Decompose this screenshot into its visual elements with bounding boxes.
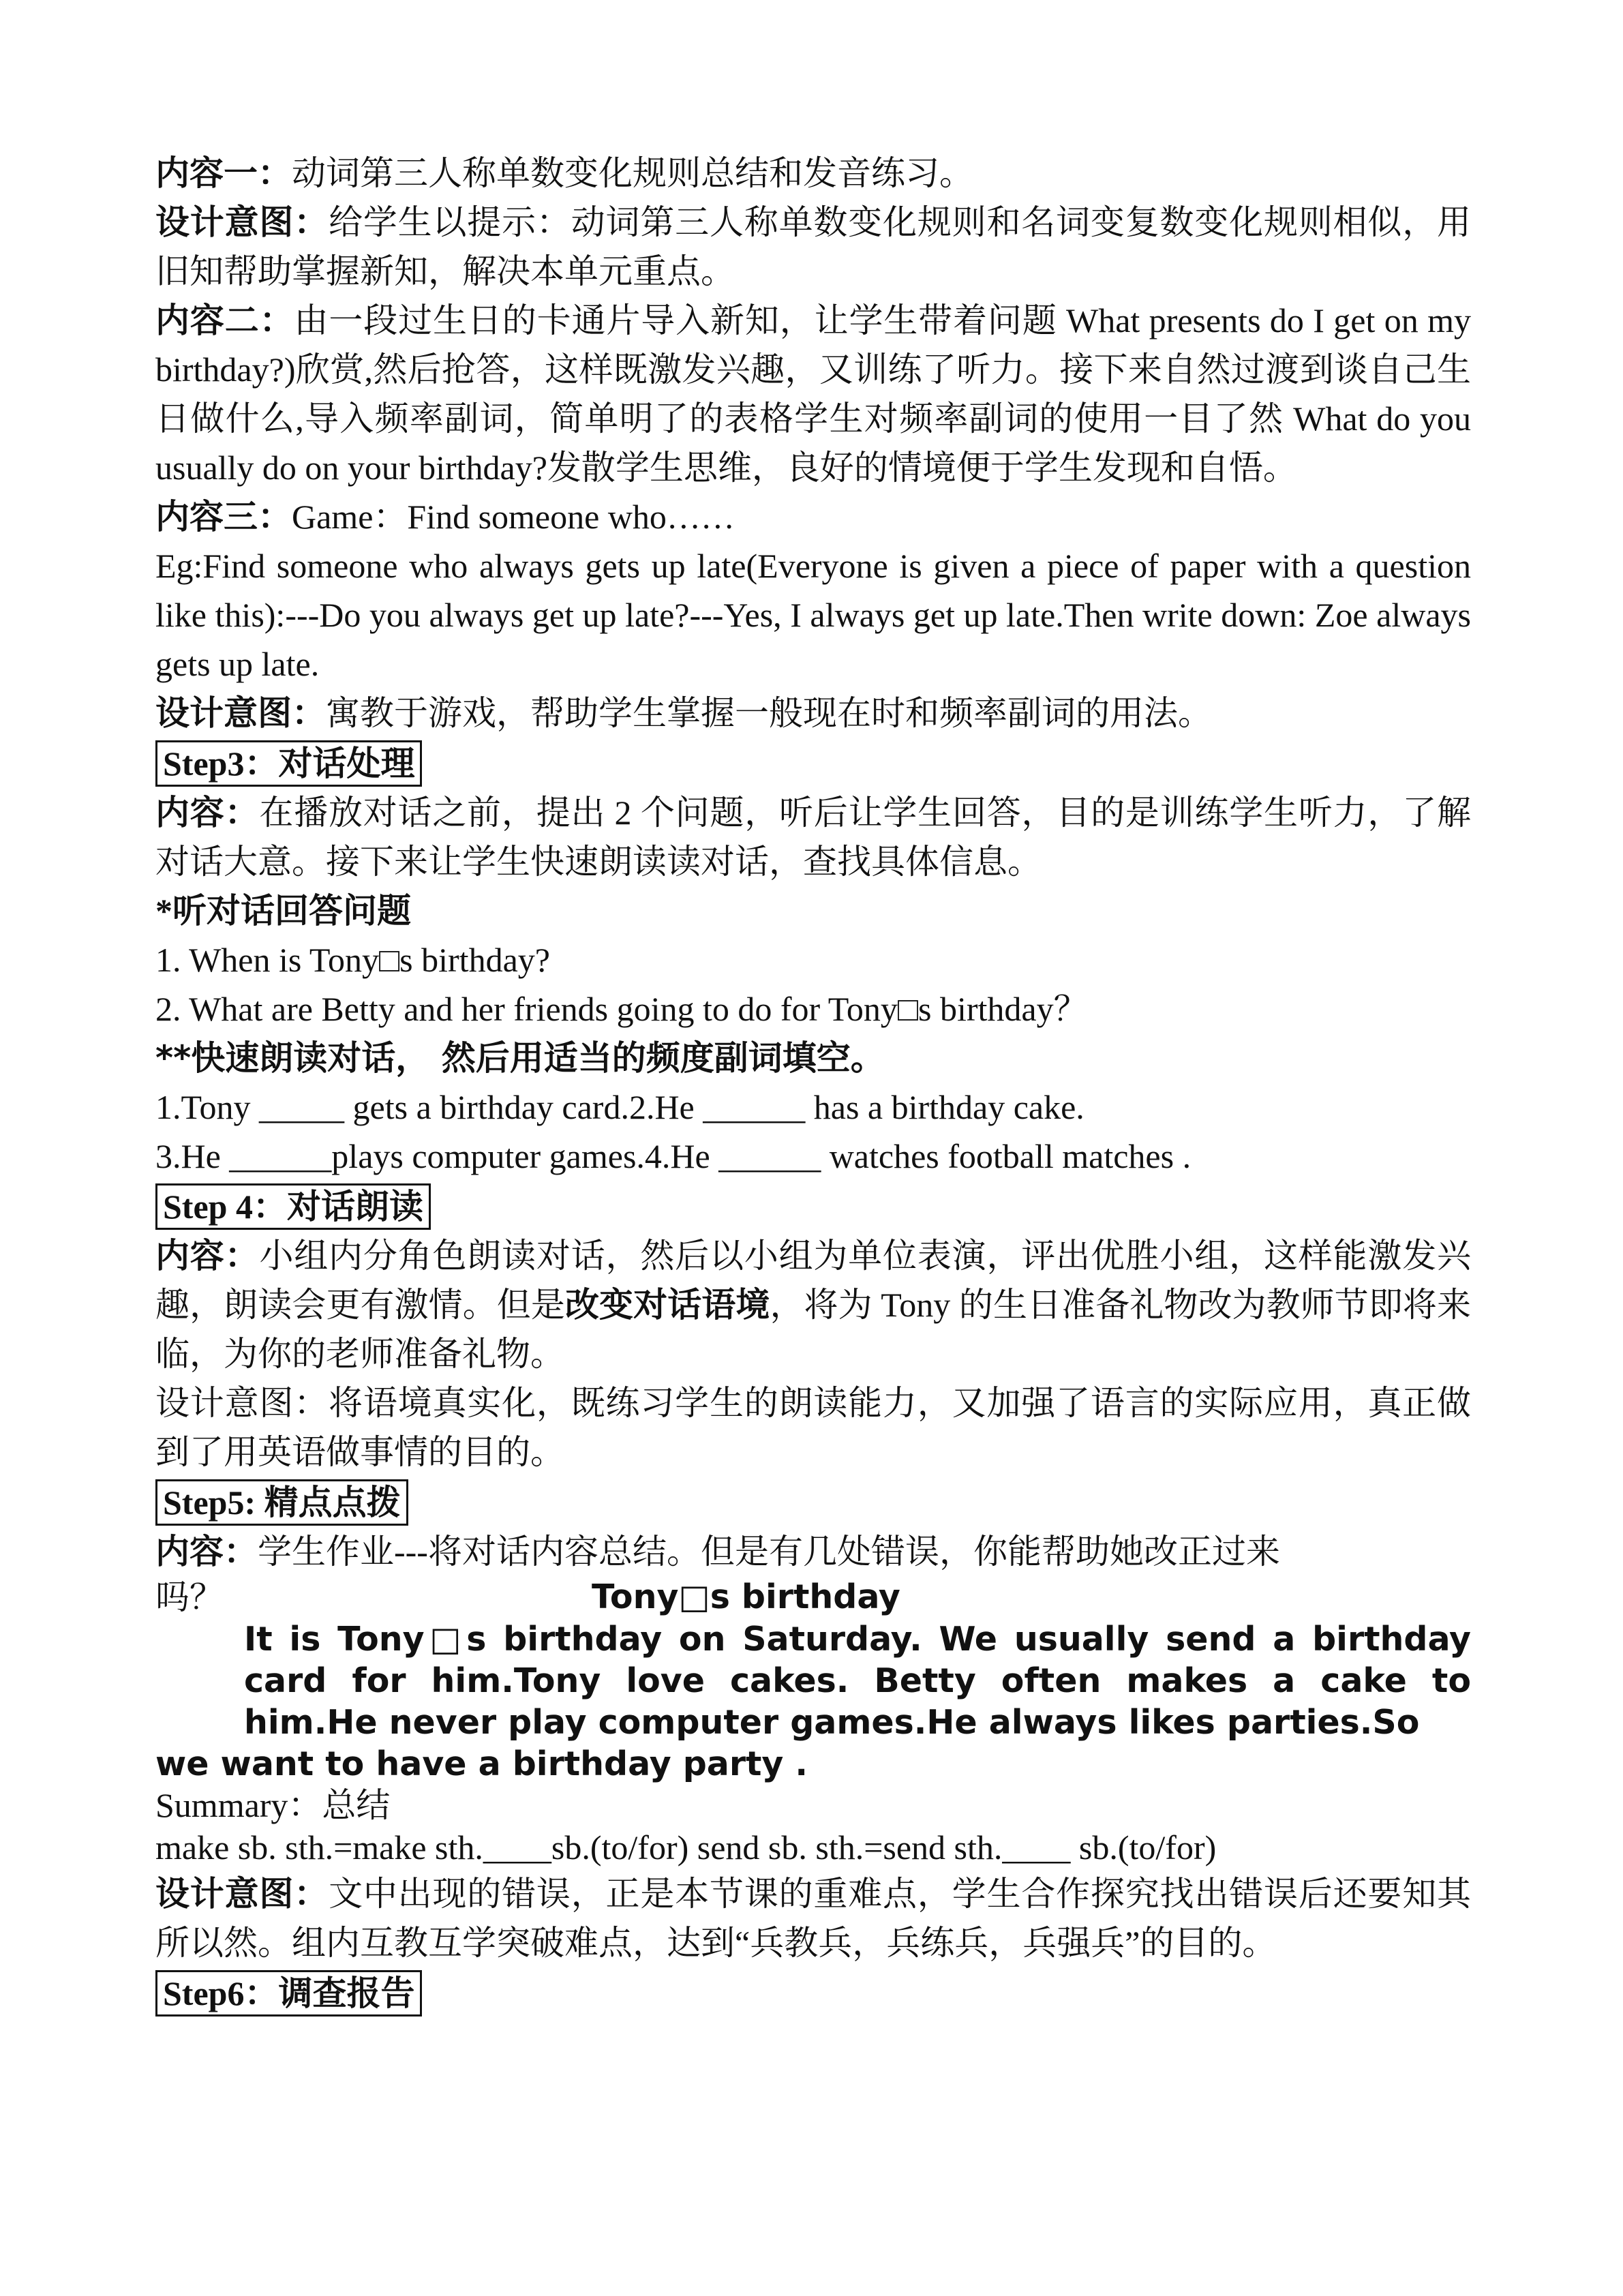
step3-fill-line-1: 1.Tony _____ gets a birthday card.2.He ______ has a birthday cake.	[155, 1088, 1084, 1126]
step3-heading: Step3：对话处理	[155, 740, 422, 787]
content-one-label: 内容一：	[155, 154, 292, 192]
step6-heading: Step6：调查报告	[155, 1970, 422, 2016]
step4-content-emphasis: 改变对话语境	[564, 1285, 770, 1325]
content-two	[155, 296, 1471, 492]
story-paragraph: It is Tony□s birthday on Saturday. We usually send a birthday card for him.Tony love cakes. Betty often makes a cake to him.He never play computer games.He always likes parties.So	[244, 1620, 1471, 1742]
step5-design-text: 文中出现的错误，正是本节课的重难点，学生合作探究找出错误后还要知其所以然。组内互教互学突破难点，达到“兵教兵，兵练兵，兵强兵”的目的。	[155, 1875, 1472, 1962]
step3-content-label: 内容：	[155, 794, 260, 832]
step4-content-label: 内容：	[155, 1237, 260, 1275]
design-intent-three	[155, 689, 1471, 738]
content-three	[155, 492, 1471, 541]
step5-content	[155, 1527, 1471, 1576]
step5-content-tail: 吗？	[155, 1578, 224, 1616]
step5-design-intent	[155, 1869, 1471, 1967]
step4-content-text-b: ，将为 Tony 的生日准备礼物改为教师节即将来临，为你的老师准备礼物。	[155, 1286, 1471, 1373]
content-one-text: 动词第三人称单数变化规则总结和发音练习。	[292, 154, 973, 192]
step3-content	[155, 788, 1471, 886]
summary-rule: make sb. sth.=make sth.____sb.(to/for) send sb. sth.=send sth.____ sb.(to/for)	[155, 1828, 1217, 1867]
step3-question-heading: *听对话回答问题	[155, 892, 411, 930]
document-page	[155, 149, 1471, 2018]
step5-content-text: 学生作业---将对话内容总结。但是有几处错误，你能帮助她改正过来	[258, 1532, 1280, 1571]
step4-heading: Step 4：对话朗读	[155, 1183, 431, 1230]
content-three-example: Eg:Find someone who always gets up late(Everyone is given a piece of paper with a question like this):---Do you always get up late?---Yes, I always get up late.Then write down: Zoe always gets up late.	[155, 547, 1471, 683]
step4-content-text-a: 小组内分角色朗读对话，然后以小组为单位表演，评出优胜小组，这样能激发兴趣，朗读会更有激情。但是	[155, 1237, 1472, 1324]
story-title: Tony□s birthday	[592, 1577, 900, 1616]
content-two-text: 由一段过生日的卡通片导入新知，让学生带着问题 What presents do I get on my birthday?)欣赏,然后抢答，这样既激发兴趣，又训练了听力。接下来自然过渡到谈自己生日做什么,导入频率副词，简单明了的表格学生对频率副词的使用一目了然 What do you usually do on your birthday?发散学生思维，良好的情境便于学生发现和自悟。	[155, 301, 1472, 487]
design-intent-one-label: 设计意图：	[155, 203, 329, 241]
content-three-label: 内容三：	[155, 498, 292, 536]
content-one	[155, 149, 1471, 198]
step3-question-1: 1. When is Tony□s birthday?	[155, 941, 550, 979]
step4-design-intent: 设计意图：将语境真实化，既练习学生的朗读能力，又加强了语言的实际应用，真正做到了用英语做事情的目的。	[155, 1384, 1471, 1471]
content-two-label: 内容二：	[155, 301, 294, 339]
step5-story-title-line	[155, 1576, 1471, 1618]
story-last-line: we want to have a birthday party .	[155, 1744, 808, 1783]
content-three-text: Game：Find someone who……	[292, 498, 735, 536]
step3-fill-heading: **快速朗读对话， 然后用适当的频度副词填空。	[155, 1038, 885, 1078]
step3-fill-line-2: 3.He ______plays computer games.4.He ______ watches football matches .	[155, 1137, 1192, 1175]
summary-heading: Summary：总结	[155, 1786, 391, 1824]
step5-heading: Step5: 精点点拨	[155, 1479, 408, 1526]
design-intent-one-text: 给学生以提示：动词第三人称单数变化规则和名词变复数变化规则相似，用旧知帮助掌握新知，解决本单元重点。	[155, 203, 1472, 290]
step3-question-2: 2. What are Betty and her friends going to do for Tony□s birthday？	[155, 990, 1088, 1028]
step5-design-label: 设计意图：	[155, 1875, 329, 1913]
step4-content	[155, 1231, 1471, 1378]
design-intent-one	[155, 198, 1471, 296]
step5-content-label: 内容：	[155, 1532, 258, 1571]
step3-content-text: 在播放对话之前，提出 2 个问题，听后让学生回答，目的是训练学生听力，了解对话大意。接下来让学生快速朗读读对话，查找具体信息。	[155, 794, 1472, 881]
design-intent-three-text: 寓教于游戏，帮助学生掌握一般现在时和频率副词的用法。	[326, 694, 1212, 732]
design-intent-three-label: 设计意图：	[155, 694, 326, 732]
